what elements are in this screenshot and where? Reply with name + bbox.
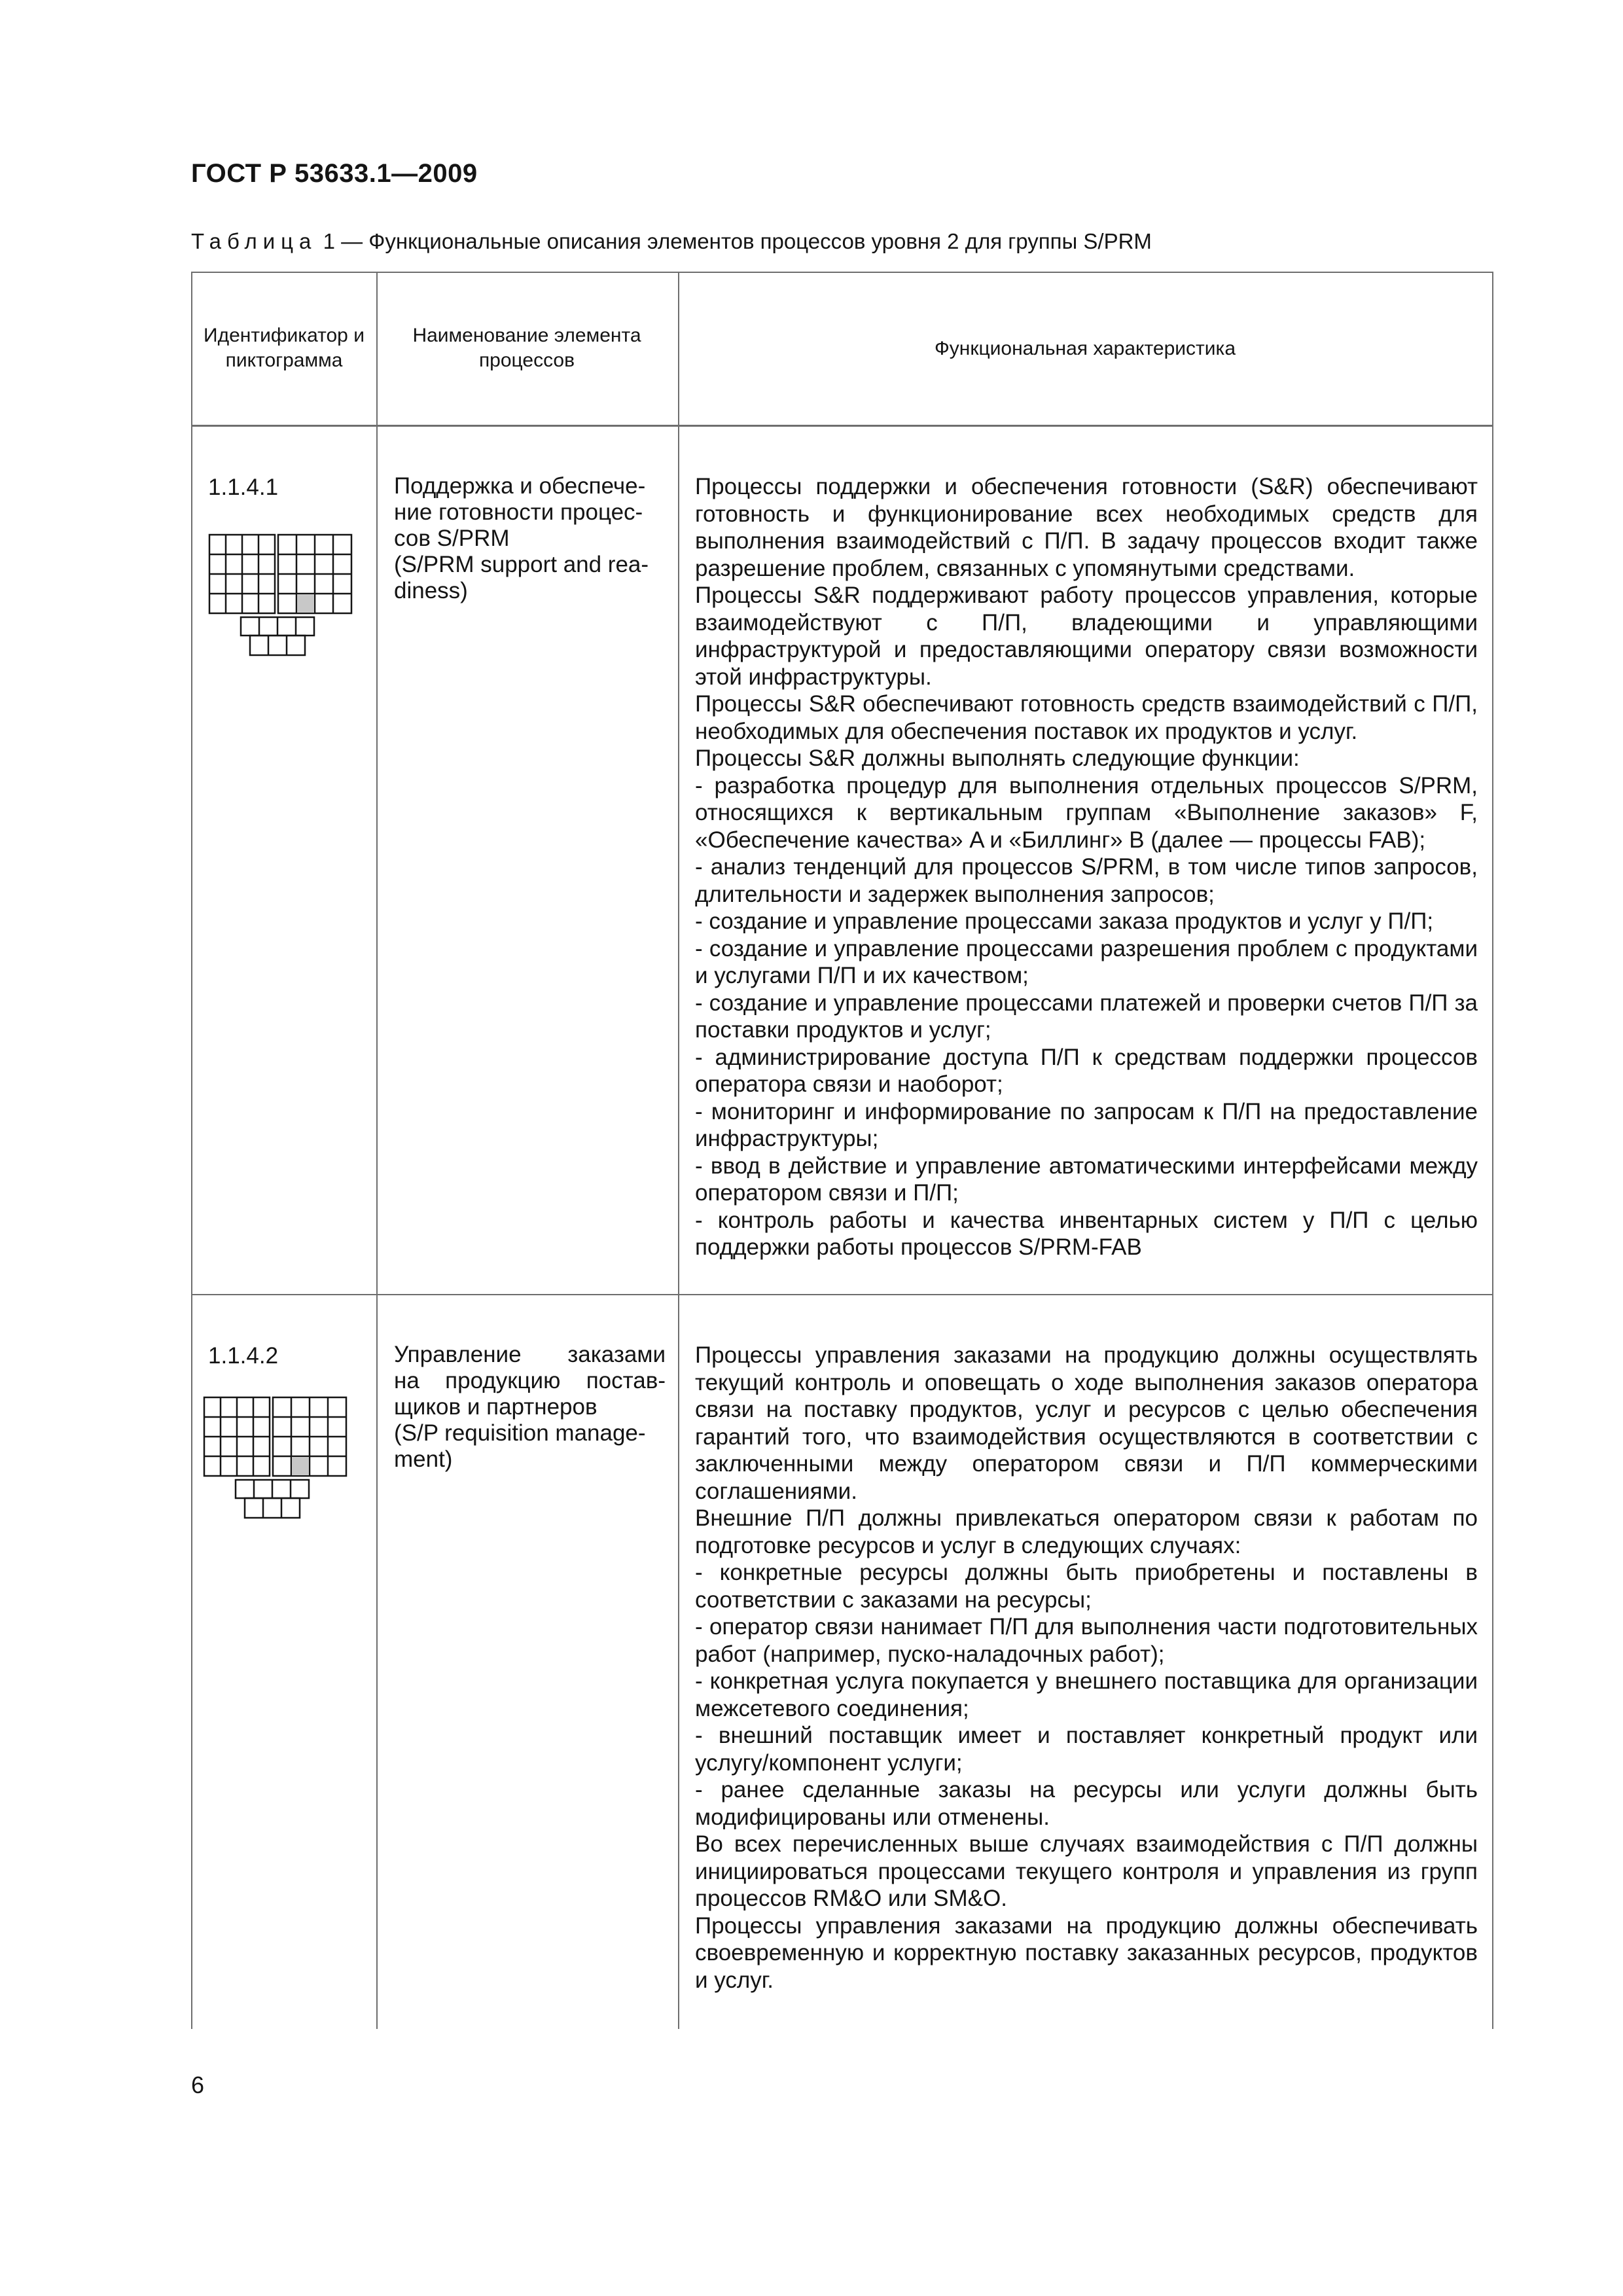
name-line: Управление заказами <box>394 1342 666 1367</box>
description-paragraph: Внешние П/П должны привлекаться оператором связи к работам по подготовке ресурсов и услуг в следующих случаях: <box>695 1505 1478 1558</box>
name-line: сов S/PRM <box>394 526 510 551</box>
description-paragraph: - создание и управление процессами заказа продуктов и услуг у П/П; <box>695 908 1434 934</box>
name-line: diness) <box>394 578 468 603</box>
row-1-identifier: 1.1.4.1 <box>208 475 279 500</box>
description-paragraph: - ранее сделанные заказы на ресурсы или услуги должны быть модифицированы или отменены. <box>695 1777 1478 1830</box>
description-paragraph: Процессы S&R обеспечивают готовность средств взаимодействий с П/П, необходимых для обеспечения поставок их продуктов и услуг. <box>695 691 1478 744</box>
name-line: ние готовности процес- <box>394 499 643 525</box>
row-2-identifier: 1.1.4.2 <box>208 1343 279 1369</box>
header-separator <box>191 425 1493 427</box>
row-2-description <box>695 1342 1478 1994</box>
column-header-name: Наименование элемента процессов <box>412 325 641 371</box>
row-2-process-name <box>394 1342 666 1473</box>
name-line: щиков и партнеров <box>394 1394 597 1420</box>
description-paragraph: Во всех перечисленных выше случаях взаимодействия с П/П должны инициироваться процессами текущего контроля и управления из групп процессов RM&O или SM&O. <box>695 1831 1478 1911</box>
description-paragraph: Процессы управления заказами на продукцию должны обеспечивать своевременную и корректную поставку заказанных ресурсов, продуктов и услуг. <box>695 1912 1478 1993</box>
description-paragraph: - создание и управление процессами платежей и проверки счетов П/П за поставки продуктов и услуг; <box>695 990 1478 1043</box>
page-number: 6 <box>191 2072 205 2098</box>
description-paragraph: - контроль работы и качества инвентарных систем у П/П с целью поддержки работы процессов S/PRM-FAB <box>695 1207 1478 1260</box>
description-paragraph: - мониторинг и информирование по запросам к П/П на предоставление инфраструктуры; <box>695 1098 1478 1151</box>
column-header-description: Функциональная характеристика <box>934 338 1236 359</box>
description-paragraph: Процессы поддержки и обеспечения готовности (S&R) обеспечивают готовность и функционирование всех необходимых средств для выполнения взаимодействий с П/П. В задачу процессов входит также разрешение проблем, связанных с упомянутыми средствами. <box>695 474 1478 581</box>
caption-text: 1 — Функциональные описания элементов процессов уровня 2 для группы S/PRM <box>323 229 1152 253</box>
name-line: на продукцию постав- <box>394 1368 666 1393</box>
table-border-top <box>191 272 1493 273</box>
name-line: (S/PRM support and rea- <box>394 552 649 577</box>
column-header-id: Идентификатор и пиктограмма <box>204 325 365 371</box>
description-paragraph: Процессы управления заказами на продукцию должны осуществлять текущий контроль и оповещать о ходе выполнения заказов оператора связи на поставку продуктов, услуг и ресурсов с целью обеспечения гарантий того, что взаимодействия осуществляются в соответствии с заключенными между оператором связи и П/П коммерческими соглашениями. <box>695 1342 1478 1504</box>
row-1-description <box>695 473 1478 1261</box>
table-border-left <box>191 272 192 2029</box>
name-line: (S/P requisition manage- <box>394 1420 646 1446</box>
description-paragraph: Процессы S&R должны выполнять следующие функции: <box>695 745 1300 771</box>
description-paragraph: - оператор связи нанимает П/П для выполнения части подготовительных работ (например, пуско-наладочных работ); <box>695 1614 1478 1667</box>
description-paragraph: - конкретные ресурсы должны быть приобретены и поставлены в соответствии с заказами на ресурсы; <box>695 1560 1478 1613</box>
table-caption <box>191 229 1152 254</box>
table-border-right <box>1492 272 1493 2029</box>
row-separator <box>191 1294 1493 1295</box>
description-paragraph: - создание и управление процессами разрешения проблем с продуктами и услугами П/П и их качеством; <box>695 935 1478 988</box>
description-paragraph: - ввод в действие и управление автоматическими интерфейсами между оператором связи и П/П; <box>695 1153 1478 1206</box>
description-paragraph: - администрирование доступа П/П к средствам поддержки процессов оператора связи и наоборот; <box>695 1044 1478 1097</box>
name-line: Поддержка и обеспече- <box>394 473 646 499</box>
process-pictogram-icon <box>208 533 355 658</box>
caption-prefix: Таблица <box>191 229 317 253</box>
description-paragraph: - разработка процедур для выполнения отдельных процессов S/PRM, относящихся к вертикальным группам «Выполнение заказов» F, «Обеспечение качества» A и «Биллинг» B (далее — процессы FAB); <box>695 772 1478 853</box>
description-paragraph: - конкретная услуга покупается у внешнего поставщика для организации межсетевого соединения; <box>695 1668 1478 1721</box>
column-divider-2 <box>678 272 679 2029</box>
description-paragraph: - внешний поставщик имеет и поставляет конкретный продукт или услугу/компонент услуги; <box>695 1723 1478 1776</box>
process-pictogram-icon <box>203 1396 350 1520</box>
column-divider-1 <box>376 272 378 2029</box>
description-paragraph: Процессы S&R поддерживают работу процессов управления, которые взаимодействуют с П/П, владеющими и управляющими инфраструктурой и предоставляющими оператору связи возможности этой инфраструктуры. <box>695 583 1478 690</box>
name-line: ment) <box>394 1446 453 1472</box>
row-1-process-name <box>394 473 669 604</box>
document-header: ГОСТ Р 53633.1—2009 <box>191 159 478 188</box>
description-paragraph: - анализ тенденций для процессов S/PRM, в том числе типов запросов, длительности и задержек выполнения запросов; <box>695 854 1478 907</box>
